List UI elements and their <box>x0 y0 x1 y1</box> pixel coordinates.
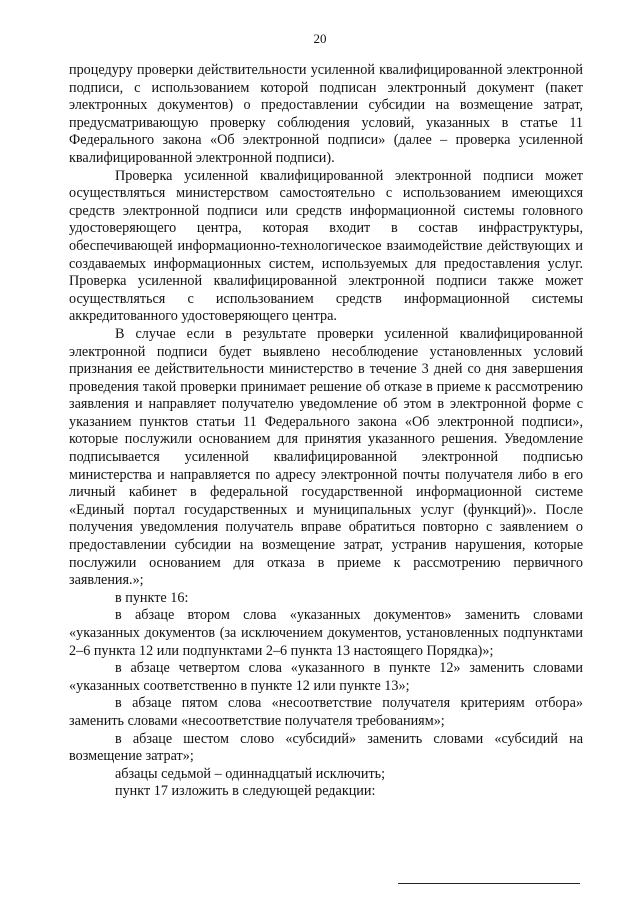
paragraph-refusal-procedure: В случае если в результате проверки усиленной квалифицированной электронной подписи будет выявлено несоблюдение установленных условий признания ее действительности министерство в течение 3 дней со дня завершения проведения такой проверки принимает решение об отказе в приеме к рассмотрению заявления и направляет получателю уведомление об этом в электронной форме с указанием пунктов статьи 11 Федерального закона «Об электронной подписи», которые послужили основанием для принятия указанного решения. Уведомление подписывается усиленной квалифицированной электронной подписью министерства и направляется по адресу электронной почты получателя либо в его личный кабинет в федеральной государственной информационной системе «Единый портал государственных и муниципальных услуг (функций)». После получения уведомления получатель вправе обратиться повторно с заявлением о предоставлении субсидии на возмещение затрат, устранив нарушения, которые послужили основанием для отказа в приеме к рассмотрению первичного заявления.»; <box>69 325 583 589</box>
paragraph-amend-fourth: в абзаце четвертом слова «указанного в пункте 12» заменить словами «указанных соответственно в пункте 12 или пункте 13»; <box>69 660 583 694</box>
page-number: 20 <box>313 31 327 46</box>
paragraph-amend-fifth: в абзаце пятом слова «несоответствие получателя критериям отбора» заменить словами «несоответствие получателя требованиям»; <box>69 695 583 729</box>
paragraph-continuation: процедуру проверки действительности усиленной квалифицированной электронной подписи, с использованием которой подписан электронный документ (пакет электронных документов) о предоставлении субсидии на возмещение затрат, предусматривающую проверку соблюдения условий, указанных в статье 11 Федерального закона «Об электронной подписи» (далее – проверка усиленной квалифицированной электронной подписи). <box>69 62 583 166</box>
footer-rule <box>398 883 580 884</box>
paragraph-point-16-intro: в пункте 16: <box>115 589 189 606</box>
paragraph-signature-check: Проверка усиленной квалифицированной электронной подписи может осуществляться министерством самостоятельно с использованием имеющихся средств электронной подписи или средств информационной системы головного удостоверяющего центра, которая входит в состав инфраструктуры, обеспечивающей информационно-технологическое взаимодействие действующих и создаваемых информационных систем, используемых для предоставления услуг. Проверка усиленной квалифицированной электронной подписи также может осуществляться с использованием средств информационной системы аккредитованного удостоверяющего центра. <box>69 167 583 325</box>
document-body <box>69 62 583 801</box>
paragraph-point-17: пункт 17 изложить в следующей редакции: <box>115 783 376 800</box>
paragraph-exclude-seventh-eleventh: абзацы седьмой – одиннадцатый исключить; <box>115 765 386 782</box>
paragraph-amend-sixth: в абзаце шестом слово «субсидий» заменить словами «субсидий на возмещение затрат»; <box>69 730 583 765</box>
paragraph-amend-second: в абзаце втором слова «указанных документов» заменить словами «указанных документов (за исключением документов, установленных подпунктами 2–6 пункта 12 или подпунктами 2–6 пункта 13 настоящего Порядка)»; <box>69 607 583 659</box>
